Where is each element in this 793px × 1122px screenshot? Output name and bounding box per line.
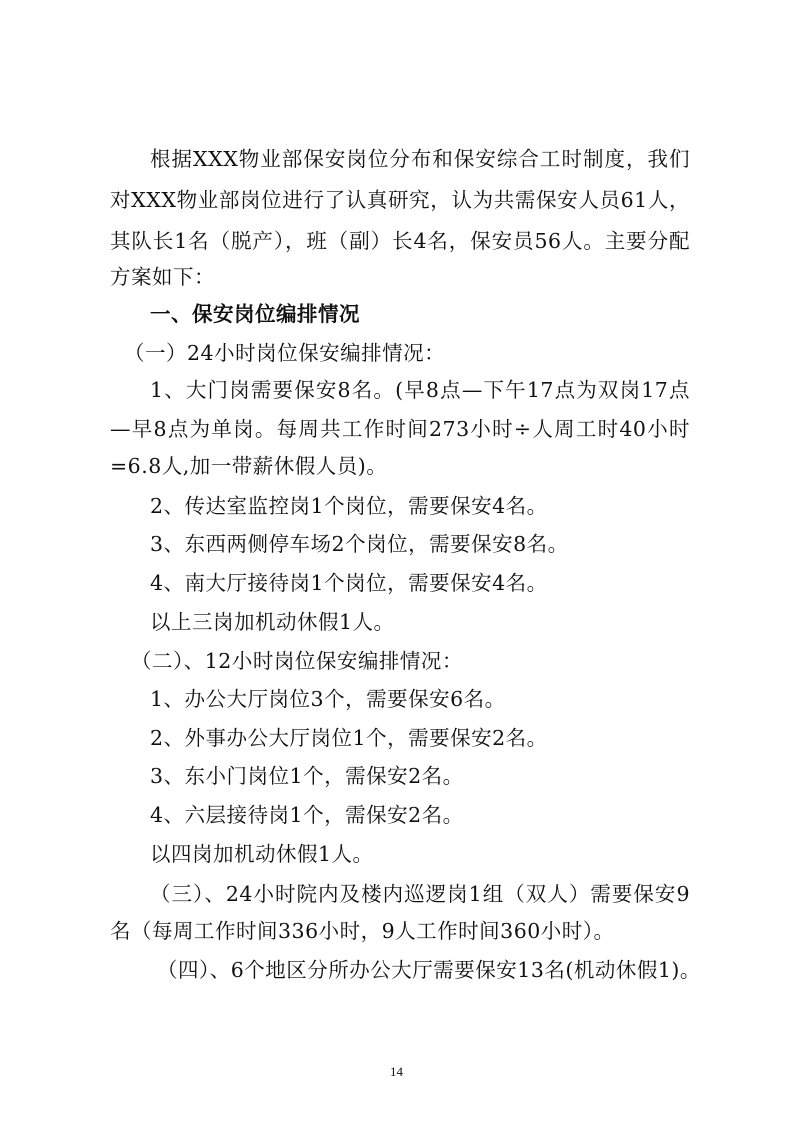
paragraph1-line4: 方案如下：	[110, 265, 215, 289]
sub2-note: 以四岗加机动休假1人。	[150, 842, 374, 866]
paragraph1-line3: 其队长1名（脱产），班（副）长4名，保安员56人。主要分配	[110, 229, 690, 253]
sub1-item1-line1: 1、大门岗需要保安8名。(早8点—下午17点为双岗17点	[150, 378, 690, 402]
sub1-item2: 2、传达室监控岗1个岗位，需要保安4名。	[150, 494, 548, 518]
sub1-item1-line3: =6.8人,加一带薪休假人员)。	[110, 454, 388, 478]
sub3-line2: 名（每周工作时间336小时，9人工作时间360小时）。	[110, 919, 615, 943]
sub3-line1: （三）、24小时院内及楼内巡逻岗1组（双人）需要保安9	[150, 882, 690, 906]
sub2-item2: 2、外事办公大厅岗位1个，需要保安2名。	[150, 726, 548, 750]
paragraph1-line1: 根据XXX物业部保安岗位分布和保安综合工时制度，我们	[150, 147, 690, 171]
sub2-item3: 3、东小门岗位1个，需保安2名。	[150, 764, 464, 788]
sub4-line1: （四）、6个地区分所办公大厅需要保安13名(机动休假1)。	[157, 958, 701, 982]
sub2-item4: 4、六层接待岗1个，需保安2名。	[150, 803, 464, 827]
paragraph1-line2: 对XXX物业部岗位进行了认真研究，认为共需保安人员61人，	[110, 188, 690, 212]
sub1-note: 以上三岗加机动休假1人。	[150, 610, 395, 634]
sub1-item4: 4、南大厅接待岗1个岗位，需要保安4名。	[150, 571, 548, 595]
sub1-item1-line2: —早8点为单岗。每周共工作时间273小时÷人周工时40小时	[110, 417, 690, 441]
sub2-title: （二）、12小时岗位保安编排情况：	[131, 649, 463, 673]
sub2-item1: 1、办公大厅岗位3个，需要保安6名。	[150, 687, 506, 711]
page-number: 14	[390, 1064, 403, 1079]
section1-heading: 一、保安岗位编排情况	[150, 302, 360, 326]
sub1-title: （一）24小时岗位保安编排情况：	[124, 341, 446, 365]
sub1-item3: 3、东西两侧停车场2个岗位，需要保安8名。	[150, 532, 569, 556]
